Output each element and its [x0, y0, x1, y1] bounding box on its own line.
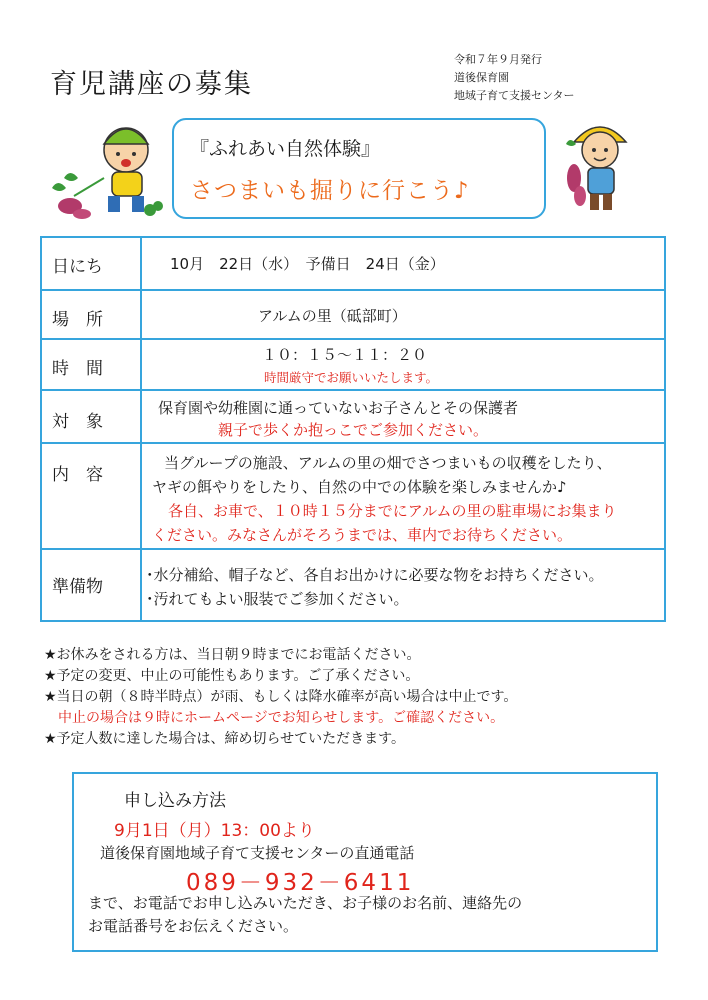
items-line: ･水分補給、帽子など、各自お出かけに必要な物をお持ちください。 [146, 566, 604, 584]
items-line: ･汚れてもよい服装でご参加ください。 [146, 590, 409, 608]
place-label: 場 所 [52, 310, 103, 330]
message-line: お電話番号をお伝えください。 [88, 917, 299, 935]
note-item: ★予定人数に達した場合は、締め切らせていただきます。 [44, 731, 406, 747]
event-details-table [40, 236, 666, 622]
page-title: 育児講座の募集 [50, 69, 253, 100]
row-time [42, 338, 664, 389]
application-heading: 申し込み方法 [124, 791, 226, 811]
row-place [42, 289, 664, 338]
application-box [72, 772, 658, 952]
content-label: 内 容 [52, 465, 103, 485]
application-message [88, 892, 522, 938]
notes-list [44, 645, 517, 750]
message-line: まで、お電話でお申し込みいただき、お子様のお名前、連絡先の [88, 894, 523, 912]
issuer-nursery: 道後保育園 [454, 71, 509, 84]
event-banner [172, 118, 546, 219]
target-label: 対 象 [52, 412, 103, 432]
time-value: １０：１５～１１：２０ [262, 346, 428, 364]
note-item: ★お休みをされる方は、当日朝９時までにお電話ください。 [44, 647, 421, 663]
content-line: ヤギの餌やりをしたり、自然の中での体験を楽しみませんか♪ [152, 478, 567, 496]
items-label: 準備物 [52, 577, 103, 597]
event-subtitle: 『ふれあい自然体験』 [190, 138, 381, 160]
time-note: 時間厳守でお願いいたします。 [264, 370, 439, 385]
row-target [42, 389, 664, 442]
row-items [42, 548, 664, 619]
target-note: 親子で歩くか抱っこでご参加ください。 [218, 421, 489, 439]
target-value: 保育園や幼稚園に通っていないお子さんとその保護者 [158, 399, 519, 417]
note-item: ★予定の変更、中止の可能性もあります。ご了承ください。 [44, 668, 420, 684]
time-label: 時 間 [52, 359, 103, 379]
content-red-line: 各自、お車で、１０時１５分までにアルムの里の駐車場にお集まり [168, 502, 617, 520]
row-content [42, 442, 664, 548]
date-value: 10月 22日（水） 予備日 24日（金） [170, 255, 445, 273]
application-org: 道後保育園地域子育て支援センターの直通電話 [100, 844, 415, 862]
note-cancel-notice: 中止の場合は９時にホームページでお知らせします。ご確認ください。 [58, 710, 505, 726]
issuer-block [454, 51, 575, 105]
note-item: ★当日の朝（８時半時点）が雨、もしくは降水確率が高い場合は中止です。 [44, 689, 518, 705]
child-digging-illustration [48, 118, 172, 222]
application-start-date: 9月1日（月）13：00より [114, 821, 315, 841]
issuer-center: 地域子育て支援センター [454, 89, 575, 102]
content-line: 当グループの施設、アルムの里の畑でさつまいもの収穫をしたり、 [164, 454, 612, 472]
row-date [42, 238, 664, 289]
place-value: アルムの里（砥部町） [258, 307, 407, 325]
content-red-line: ください。みなさんがそろうまでは、車内でお待ちください。 [152, 526, 573, 544]
event-headline: さつまいも掘りに行こう♪ [190, 178, 470, 204]
issue-date: 令和７年９月発行 [454, 53, 542, 66]
date-label: 日にち [52, 257, 103, 277]
phone-number: 089－932－6411 [186, 870, 415, 896]
child-holding-potato-illustration [560, 116, 640, 216]
